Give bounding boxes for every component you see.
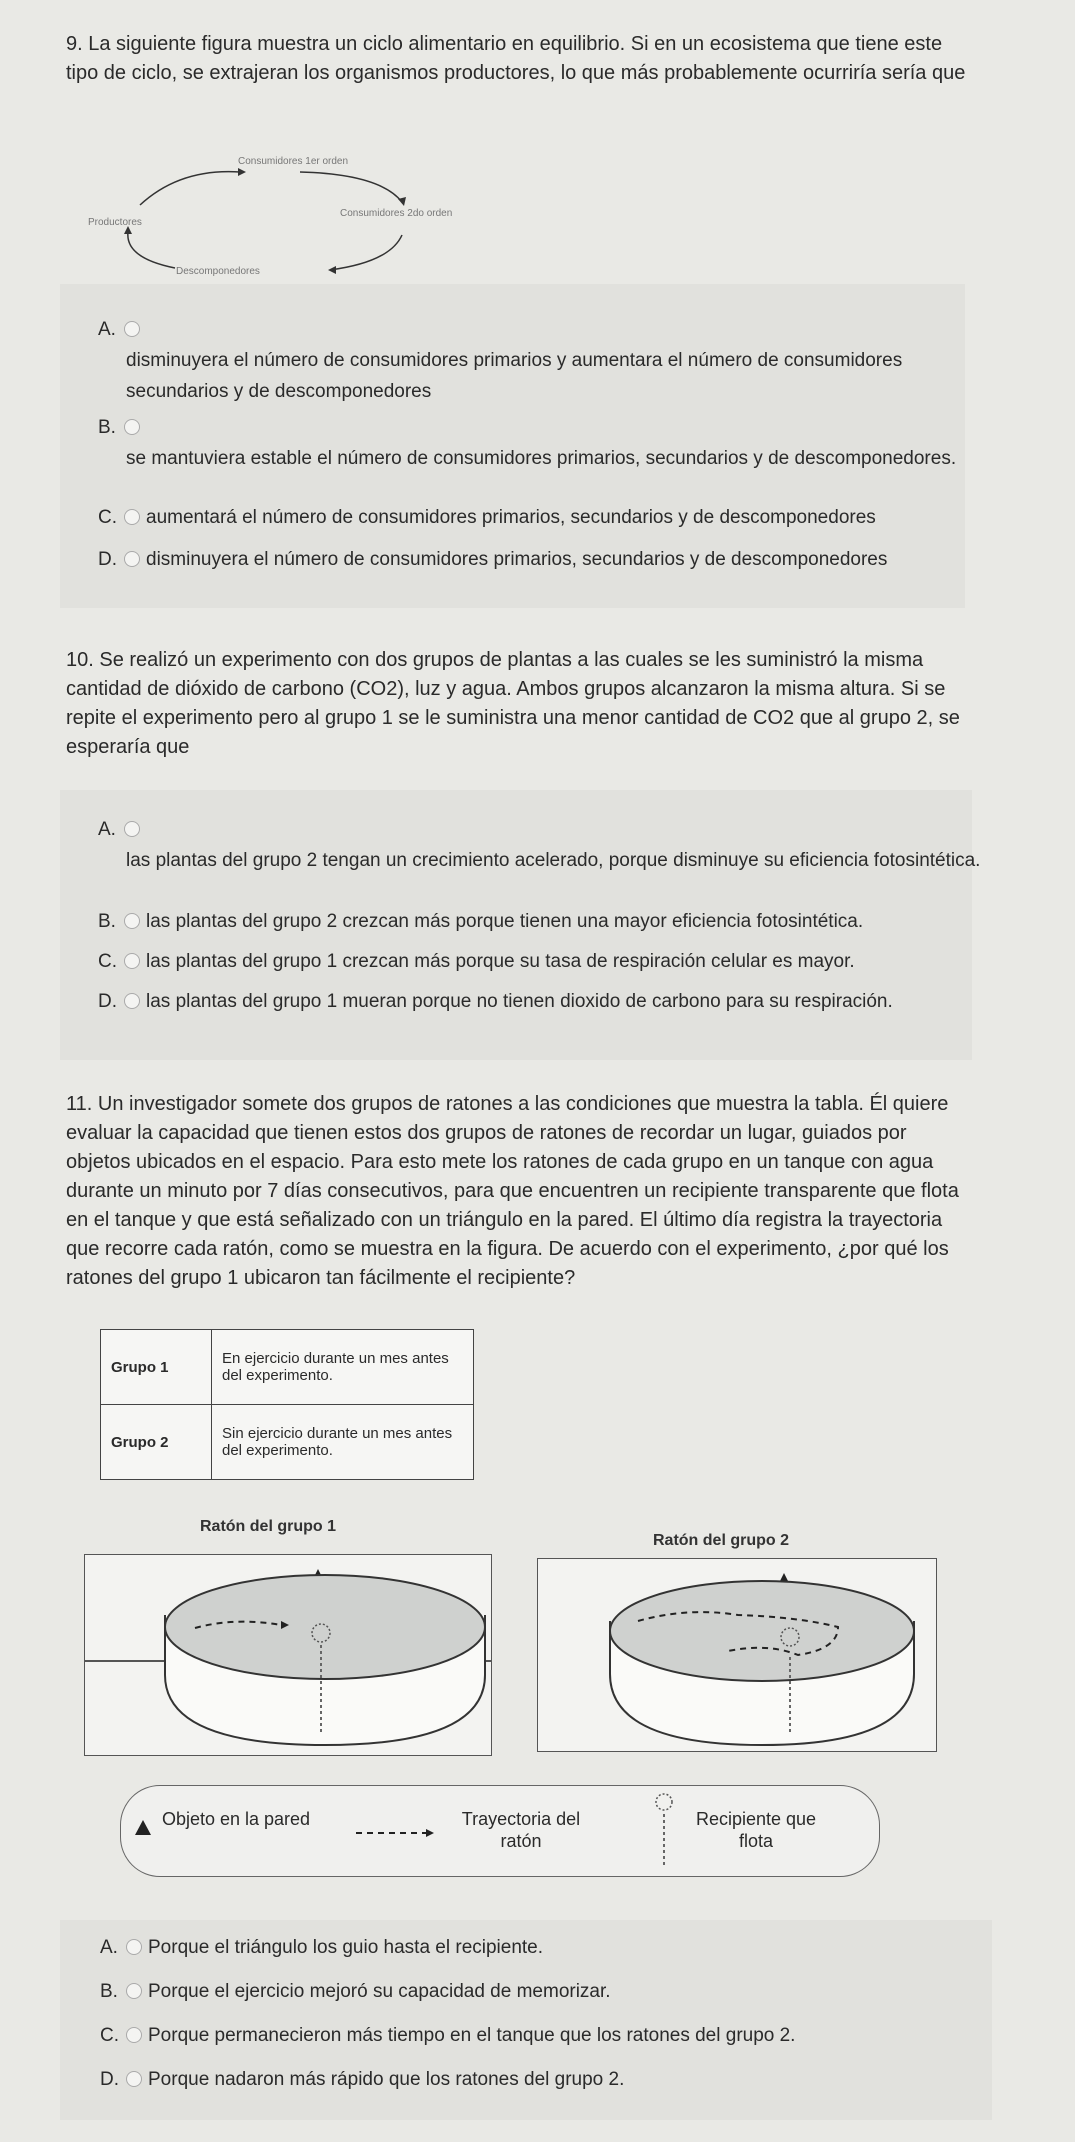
option-text: aumentará el número de consumidores primarios, secundarios y de descomponedores: [146, 507, 876, 528]
triangle-icon: [135, 1820, 151, 1835]
option-letter: D.: [98, 549, 117, 570]
option-letter: C.: [98, 951, 117, 972]
q10-option-d[interactable]: [98, 986, 998, 1017]
q11-prompt: 11. Un investigador somete dos grupos de ratones a las condiciones que muestra la tabla. Él quiere evaluar la capacidad que tienen estos dos grupos de ratones de recordar un lugar, guiados por objetos ubicados en el espacio. Para esto mete los ratones de cada grupo en un tanque con agua durante un minuto por 7 días consecutivos, para que encuentren un recipiente transparente que flota en el tanque y que está señalizado con un triángulo en la pared. El último día registra la trayectoria que recorre cada ratón, como se muestra en la figura. De acuerdo con el experimento, ¿por qué los ratones del grupo 1 ubicaron tan fácilmente el recipiente?: [66, 1093, 959, 1289]
rat2-tank-figure: [537, 1558, 937, 1752]
option-text: las plantas del grupo 2 tengan un crecimiento acelerado, porque disminuye su eficiencia fotosintética.: [126, 850, 981, 871]
rat2-title: Ratón del grupo 2: [653, 1532, 789, 1549]
q11-option-a[interactable]: [100, 1932, 1000, 1963]
q10-option-b[interactable]: [98, 906, 998, 937]
food-cycle-diagram: [88, 150, 453, 290]
diagram-decomposers-label: Descomponedores: [176, 266, 260, 277]
q10-prompt: 10. Se realizó un experimento con dos grupos de plantas a las cuales se les suministró la misma cantidad de dióxido de carbono (CO2), luz y agua. Ambos grupos alcanzaron la misma altura. Si se repite el experimento pero al grupo 1 se le suministra una menor cantidad de CO2 que al grupo 2, se esperaría que: [66, 649, 960, 758]
radio-button[interactable]: [124, 913, 140, 929]
floating-container-icon: [656, 1794, 672, 1810]
option-text: las plantas del grupo 2 crezcan más porque tienen una mayor eficiencia fotosintética.: [146, 911, 864, 932]
diagram-consumers2-label: Consumidores 2do orden: [340, 208, 453, 219]
q9-option-d[interactable]: [98, 544, 998, 575]
group-cell: Grupo 2: [101, 1405, 212, 1480]
option-text: disminuyera el número de consumidores primarios y aumentara el número de consumidores secundarios y de descomponedores: [126, 350, 903, 402]
option-letter: B.: [98, 417, 116, 438]
q9-option-b[interactable]: [98, 412, 998, 474]
q9-prompt: 9. La siguiente figura muestra un ciclo alimentario en equilibrio. Si en un ecosistema que tiene este tipo de ciclo, se extrajeran los organismos productores, lo que más probablemente ocurriría sería que: [66, 33, 966, 84]
option-text: Porque el triángulo los guio hasta el recipiente.: [148, 1937, 544, 1958]
q10-options-panel: [60, 790, 981, 1060]
table-row: [101, 1330, 474, 1405]
radio-button[interactable]: [124, 821, 140, 837]
option-letter: B.: [100, 1981, 118, 2002]
condition-cell: Sin ejercicio durante un mes antes del experimento.: [212, 1405, 474, 1480]
legend-trajectory: Trayectoria del ratón: [461, 1809, 581, 1851]
option-text: disminuyera el número de consumidores primarios, secundarios y de descomponedores: [146, 549, 888, 570]
q11-option-c[interactable]: [100, 2020, 1000, 2051]
q11-option-b[interactable]: [100, 1976, 1000, 2007]
rat2-tank-drawing: [538, 1559, 936, 1751]
q10-option-a[interactable]: [98, 814, 998, 876]
legend-object: Objeto en la pared: [161, 1809, 311, 1829]
group-cell: Grupo 1: [101, 1330, 212, 1405]
radio-button[interactable]: [126, 1939, 142, 1955]
option-text: las plantas del grupo 1 crezcan más porque su tasa de respiración celular es mayor.: [146, 951, 855, 972]
cycle-arrows: [90, 150, 453, 290]
legend-container: Recipiente que flota: [695, 1809, 817, 1851]
radio-button[interactable]: [126, 2027, 142, 2043]
experiment-table: [100, 1329, 474, 1480]
q9-option-a[interactable]: [98, 314, 998, 407]
option-text: Porque el ejercicio mejoró su capacidad de memorizar.: [148, 1981, 611, 2002]
option-letter: B.: [98, 911, 116, 932]
option-text: Porque permanecieron más tiempo en el tanque que los ratones del grupo 2.: [148, 2025, 796, 2046]
radio-button[interactable]: [126, 2071, 142, 2087]
option-letter: D.: [98, 991, 117, 1012]
rat1-tank-drawing: [85, 1555, 491, 1755]
figure-legend: [120, 1785, 880, 1877]
radio-button[interactable]: [124, 509, 140, 525]
radio-button[interactable]: [126, 1983, 142, 1999]
option-letter: A.: [98, 319, 116, 340]
radio-button[interactable]: [124, 321, 140, 337]
radio-button[interactable]: [124, 993, 140, 1009]
option-letter: D.: [100, 2069, 119, 2090]
rat1-title: Ratón del grupo 1: [200, 1518, 336, 1535]
diagram-consumers1-label: Consumidores 1er orden: [238, 156, 349, 167]
q9-option-c[interactable]: [98, 502, 998, 533]
q11-option-d[interactable]: [100, 2064, 1000, 2095]
diagram-producers-label: Productores: [88, 217, 142, 228]
option-letter: A.: [100, 1937, 118, 1958]
option-text: las plantas del grupo 1 mueran porque no tienen dioxido de carbono para su respiración.: [146, 991, 893, 1012]
q9-options-panel: [60, 284, 965, 608]
q11-options-panel: [60, 1920, 992, 2120]
condition-cell: En ejercicio durante un mes antes del experimento.: [212, 1330, 474, 1405]
radio-button[interactable]: [124, 551, 140, 567]
option-text: se mantuviera estable el número de consumidores primarios, secundarios y de descomponedores.: [126, 448, 957, 469]
option-letter: C.: [100, 2025, 119, 2046]
radio-button[interactable]: [124, 419, 140, 435]
table-row: [101, 1405, 474, 1480]
option-letter: A.: [98, 819, 116, 840]
option-letter: C.: [98, 507, 117, 528]
option-text: Porque nadaron más rápido que los ratones del grupo 2.: [148, 2069, 625, 2090]
rat1-tank-figure: [84, 1554, 492, 1756]
q10-option-c[interactable]: [98, 946, 998, 977]
radio-button[interactable]: [124, 953, 140, 969]
